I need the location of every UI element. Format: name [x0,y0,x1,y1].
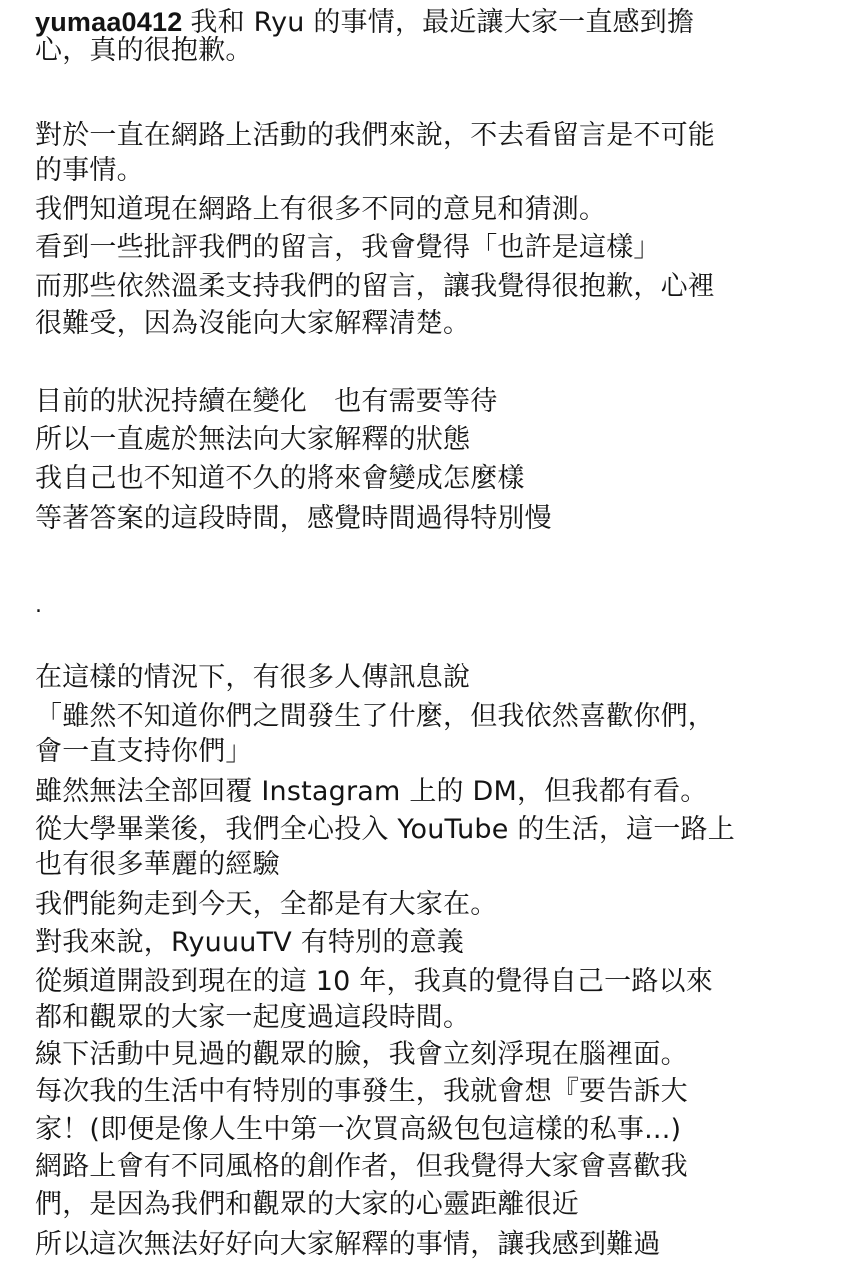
caption-line: 心，真的很抱歉。 [35,35,253,66]
caption-separator-dot: . [35,593,43,618]
caption-line: 我們知道現在網路上有很多不同的意見和猜測。 [35,194,607,225]
caption-line: 很難受，因為沒能向大家解釋清楚。 [35,308,471,339]
caption-line: 從大學畢業後，我們全心投入 YouTube 的生活，這一路上 [35,814,735,845]
caption-line: 我們能夠走到今天，全都是有大家在。 [35,889,498,920]
caption-line: 的事情。 [35,155,144,186]
caption-line: 都和觀眾的大家一起度過這段時間。 [35,1002,471,1033]
caption-line: 在這樣的情況下，有很多人傳訊息說 [35,662,471,693]
caption-line: 從頻道開設到現在的這 10 年，我真的覺得自己一路以來 [35,966,713,997]
caption-line: 目前的狀況持續在變化 也有需要等待 [35,386,498,417]
username-link[interactable]: yumaa0412 [35,7,183,37]
caption-line: 對於一直在網路上活動的我們來說，不去看留言是不可能 [35,120,715,151]
caption-line: 「雖然不知道你們之間發生了什麼，但我依然喜歡你們， [35,701,715,732]
caption-line: 線下活動中見過的觀眾的臉，我會立刻浮現在腦裡面。 [35,1039,688,1070]
caption-line: 會一直支持你們」 [35,736,253,767]
caption-line: 們，是因為我們和觀眾的大家的心靈距離很近 [35,1189,579,1220]
caption-line: 所以這次無法好好向大家解釋的事情，讓我感到難過 [35,1229,661,1260]
caption-line: 每次我的生活中有特別的事發生，我就會想『要告訴大 [35,1076,688,1107]
caption-line: 所以一直處於無法向大家解釋的狀態 [35,424,471,455]
caption-text: 我和 Ryu 的事情，最近讓大家一直感到擔 [190,7,695,38]
caption-line: 網路上會有不同風格的創作者，但我覺得大家會喜歡我 [35,1151,688,1182]
caption-line: 也有很多華麗的經驗 [35,849,280,880]
caption-line: 我自己也不知道不久的將來會變成怎麼樣 [35,463,525,494]
caption-line: 家！(即便是像人生中第一次買高級包包這樣的私事...) [35,1114,682,1145]
caption-line: 雖然無法全部回覆 Instagram 上的 DM，但我都有看。 [35,776,708,807]
caption-line: 對我來說，RyuuuTV 有特別的意義 [35,927,464,958]
caption-line: 等著答案的這段時間，感覺時間過得特別慢 [35,503,552,534]
caption-line: 看到一些批評我們的留言，我會覺得「也許是這樣」 [35,232,661,263]
caption-line: 而那些依然溫柔支持我們的留言，讓我覺得很抱歉，心裡 [35,271,715,302]
